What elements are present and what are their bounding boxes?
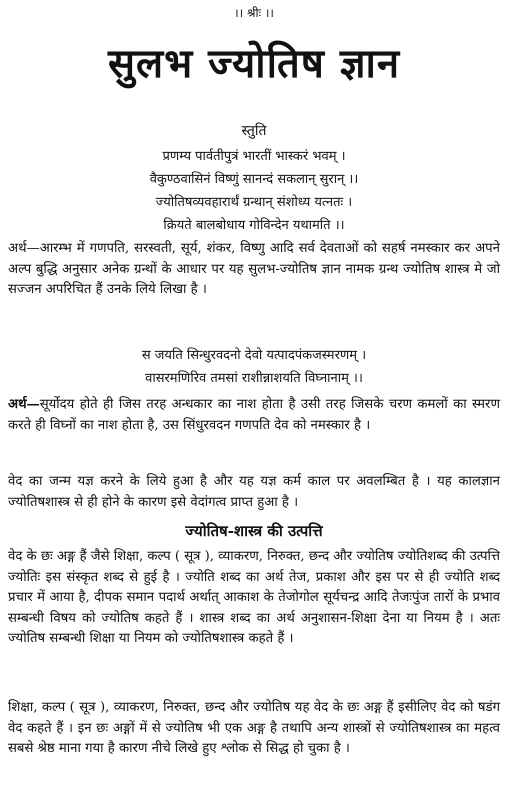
paragraph-veda: वेद का जन्म यज्ञ करने के लिये हुआ है और यह यज्ञ कर्म काल पर अवलम्बित है । यह कालज्ञान ज्योतिषशास्त्र से ही होने के कारण इसे वेदांगत्व प्राप्त हुआ है । (8, 474, 500, 510)
verse2-line: वासरमणिरिव तमसां राशीन्नाशयति विघ्नानाम् ।। (145, 371, 363, 386)
stuti-line: ज्योतिषव्यवहारार्थं ग्रन्थान् संशोध्य यत्नतः । (155, 195, 353, 210)
stuti-heading: स्तुति (241, 123, 267, 139)
paragraph-origin: वेद के छः अङ्ग हैं जैसे शिक्षा, कल्प ( सूत्र ), व्याकरण, निरुक्त, छन्द और ज्योतिष ज्योतिशब्द की उत्पत्ति ज्योतिः इस संस्कृत शब्द से हुई है । ज्योति शब्द का अर्थ तेज, प्रकाश और इस पर से ही ज्योति शब्द प्रचार में आया है, दीपक समान पदार्थ अर्थात् आकाश के तेजोगोल सूर्यचन्द्र आदि तेजःपुंज तारों के प्रभाव सम्बन्धी विषय को ज्योतिष कहते हैं । शास्त्र शब्द का अर्थ अनुशासन-शिक्षा देना या नियम है । अतः ज्योतिष सम्बन्धी शिक्षा या नियम को ज्योतिषशास्त्र कहते हैं । (8, 549, 500, 646)
stuti-line: क्रियते बालबोधाय गोविन्देन यथामति ।। (163, 218, 345, 233)
paragraph-vedanga: शिक्षा, कल्प ( सूत्र ), व्याकरण, निरुक्त, छन्द और ज्योतिष यह वेद के छः अङ्ग हैं इसीलिए वेद को षडंग वेद कहते हैं । इन छः अङ्गों में से ज्योतिष भी एक अङ्ग है तथापि अन्य शास्त्रों से ज्योतिषशास्त्र का महत्व सबसे श्रेष्ठ माना गया है कारण नीचे लिखे हुए श्लोक से सिद्ध हो चुका है । (8, 700, 500, 756)
verse2-line: स जयति सिन्धुरवदनो देवो यत्पादपंकजस्मरणम् । (141, 348, 367, 363)
meaning-text: सूर्योदय होते ही जिस तरह अन्धकार का नाश होता है उसी तरह जिसके चरण कमलों का स्मरण करते ही विघ्नों का नाश होता है, उस सिंधुरवदन गणपति देव को नमस्कार है । (8, 397, 500, 433)
stuti-line: प्रणम्य पार्वतीपुत्रं भारतीं भास्करं भवम् । (162, 149, 346, 164)
paragraph-meaning-1: अर्थ—आरम्भ में गणपति, सरस्वती, सूर्य, शंकर, विष्णु आदि सर्व देवताओं को सहर्ष नमस्कार कर अपने अल्प बुद्धि अनुसार अनेक ग्रन्थों के आधार पर यह सुलभ-ज्योतिष ज्ञान नामक ग्रन्थ ज्योतिष शास्त्र मे जो सज्जन अपरिचित हैं उनके लिये लिखा है । (8, 241, 500, 297)
page-title: सुलभ ज्योतिष ज्ञान (107, 40, 401, 87)
section-heading: ज्योतिष-शास्त्र की उत्पत्ति (185, 522, 323, 540)
paragraph-meaning-2 (8, 395, 500, 436)
invocation: ।। श्रीः ।। (234, 6, 274, 20)
meaning-lead: अर्थ— (8, 397, 40, 412)
stuti-line: वैकुण्ठवासिनं विष्णुं सानन्दं सकलान् सुरान् ।। (149, 172, 359, 187)
